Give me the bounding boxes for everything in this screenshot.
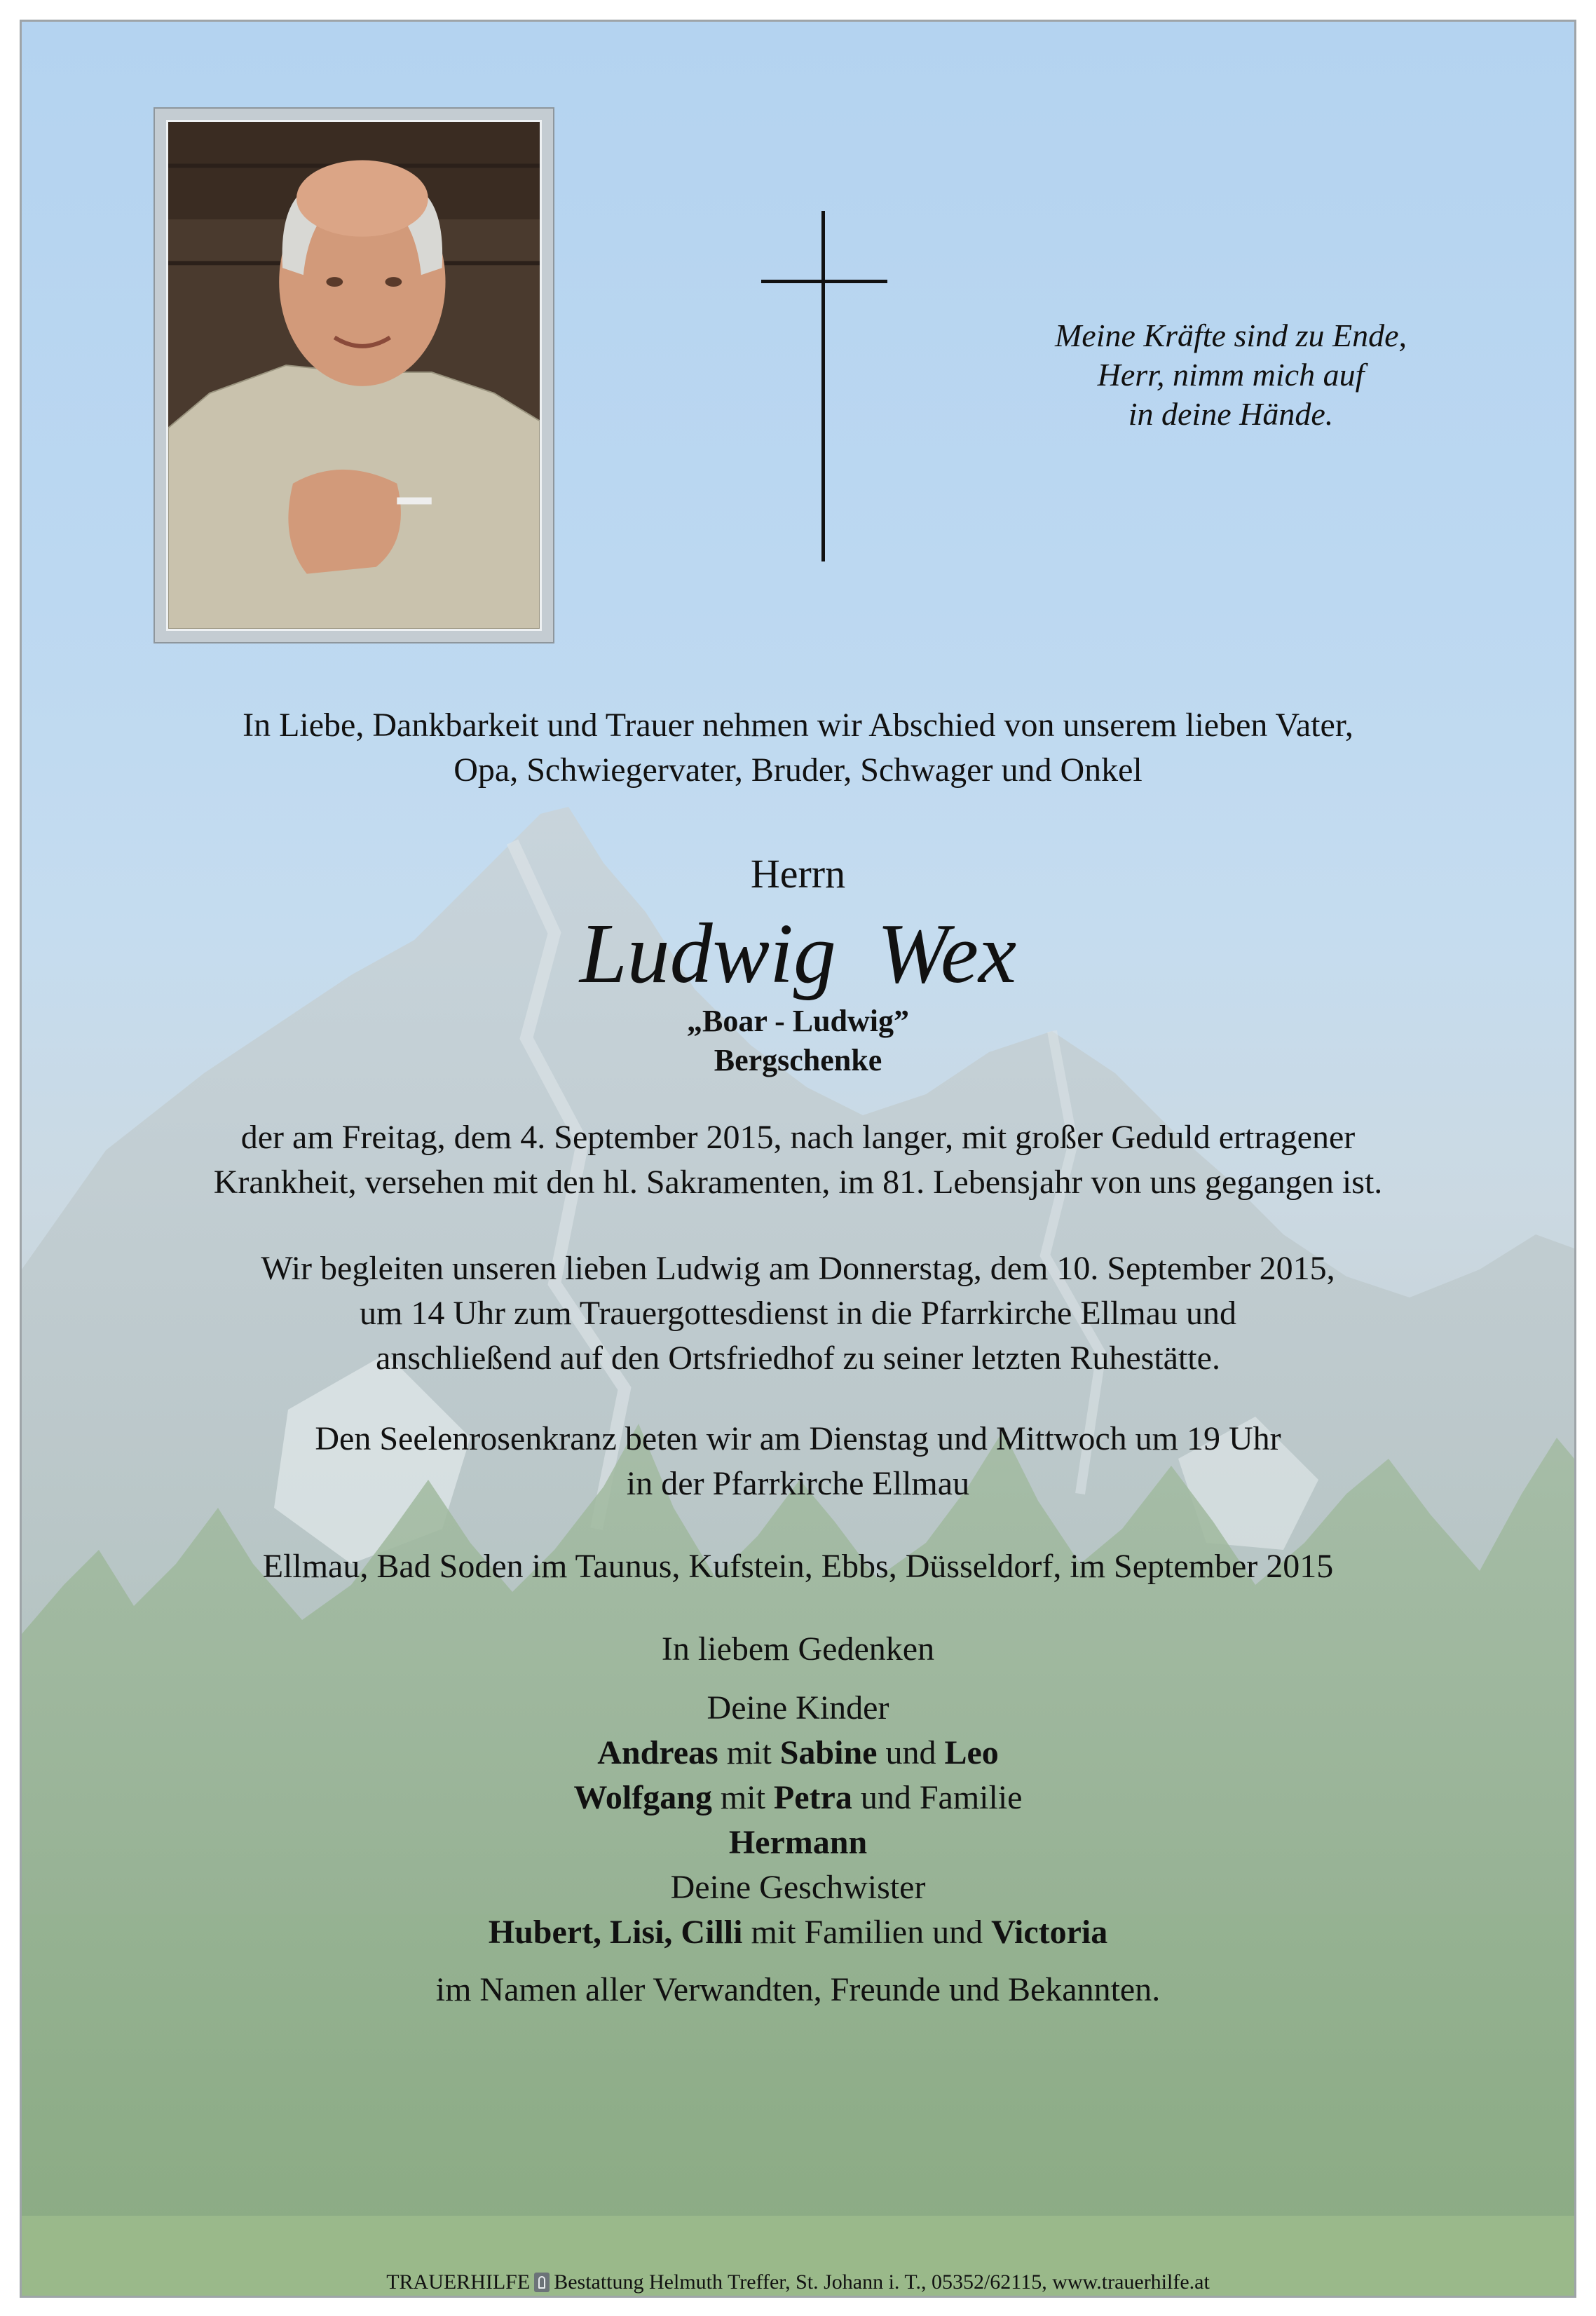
death-notice-line: der am Freitag, dem 4. September 2015, nach langer, mit großer Geduld ertragener: [240, 1119, 1356, 1156]
business-name: Bergschenke: [714, 1043, 882, 1077]
salutation: Herrn: [750, 851, 846, 897]
portrait-frame: [154, 107, 554, 643]
deceased-name-block: [22, 905, 1574, 1003]
deceased-details: [22, 1002, 1574, 1080]
family-connector: und Familie: [852, 1779, 1023, 1816]
funeral-line: Wir begleiten unseren lieben Ludwig am Donnerstag, dem 10. September 2015,: [261, 1250, 1335, 1287]
family-line-3: [22, 1820, 1574, 1865]
death-notice-line: Krankheit, versehen mit den hl. Sakramenten, im 81. Lebensjahr von uns gegangen ist.: [213, 1164, 1383, 1201]
places-and-date: [22, 1544, 1574, 1589]
verse-line: Herr, nimm mich auf: [1097, 357, 1365, 393]
nickname: „Boar - Ludwig”: [686, 1004, 910, 1038]
family-name: Victoria: [991, 1914, 1108, 1951]
family-name: Andreas: [597, 1734, 718, 1771]
family-connector: mit: [711, 1779, 774, 1816]
portrait-photo: [166, 120, 542, 631]
funeral-details: [22, 1246, 1574, 1381]
verse-line: in deine Hände.: [1128, 396, 1334, 432]
verse-line: Meine Kräfte sind zu Ende,: [1054, 318, 1407, 353]
footer-text: Bestattung Helmuth Treffer, St. Johann i. T., 05352/62115, www.trauerhilfe.at: [554, 2270, 1210, 2294]
family-connector: mit: [718, 1734, 780, 1771]
family-name: Wolfgang: [573, 1779, 712, 1816]
obituary-card: [20, 20, 1576, 2298]
family-connector: mit Familien und: [742, 1914, 992, 1951]
family-name: Sabine: [779, 1734, 878, 1771]
footer-imprint: [22, 2268, 1574, 2296]
family-name: Petra: [773, 1779, 852, 1816]
closing-line: im Namen aller Verwandten, Freunde und Bekannten.: [435, 1971, 1161, 2008]
places-line: Ellmau, Bad Soden im Taunus, Kufstein, Ebbs, Düsseldorf, im September 2015: [262, 1548, 1334, 1585]
rosary-line: Den Seelenrosenkranz beten wir am Dienstag und Mittwoch um 19 Uhr: [315, 1420, 1281, 1457]
bible-verse: [933, 316, 1529, 434]
rosary-line: in der Pfarrkirche Ellmau: [626, 1465, 970, 1502]
family-line-1: [22, 1731, 1574, 1776]
death-notice: [22, 1115, 1574, 1205]
siblings-label: Deine Geschwister: [670, 1869, 926, 1906]
funeral-line: anschließend auf den Ortsfriedhof zu seiner letzten Ruhestätte.: [376, 1340, 1220, 1377]
family-name: Hubert, Lisi, Cilli: [488, 1914, 743, 1951]
funeral-line: um 14 Uhr zum Trauergottesdienst in die Pfarrkirche Ellmau und: [360, 1295, 1236, 1332]
family-line-2: [22, 1776, 1574, 1820]
family-name: Leo: [944, 1734, 999, 1771]
rosary-details: [22, 1417, 1574, 1506]
cross-icon: [761, 211, 887, 561]
mourners: [22, 1627, 1574, 2012]
deceased-heading: [22, 849, 1574, 899]
intro-line: Opa, Schwiegervater, Bruder, Schwager und Onkel: [453, 751, 1143, 789]
family-line-4: [22, 1910, 1574, 1955]
footer-brand: TRAUERHILFE: [386, 2270, 531, 2294]
intro-text: [22, 703, 1574, 793]
family-connector: und: [877, 1734, 945, 1771]
trauerhilfe-logo-icon: [534, 2273, 550, 2292]
deceased-name: Ludwig Wex: [579, 906, 1017, 1001]
in-memory-line: In liebem Gedenken: [661, 1630, 935, 1668]
family-name: Hermann: [728, 1824, 868, 1861]
intro-line: In Liebe, Dankbarkeit und Trauer nehmen wir Abschied von unserem lieben Vater,: [243, 707, 1353, 744]
children-label: Deine Kinder: [707, 1689, 889, 1726]
